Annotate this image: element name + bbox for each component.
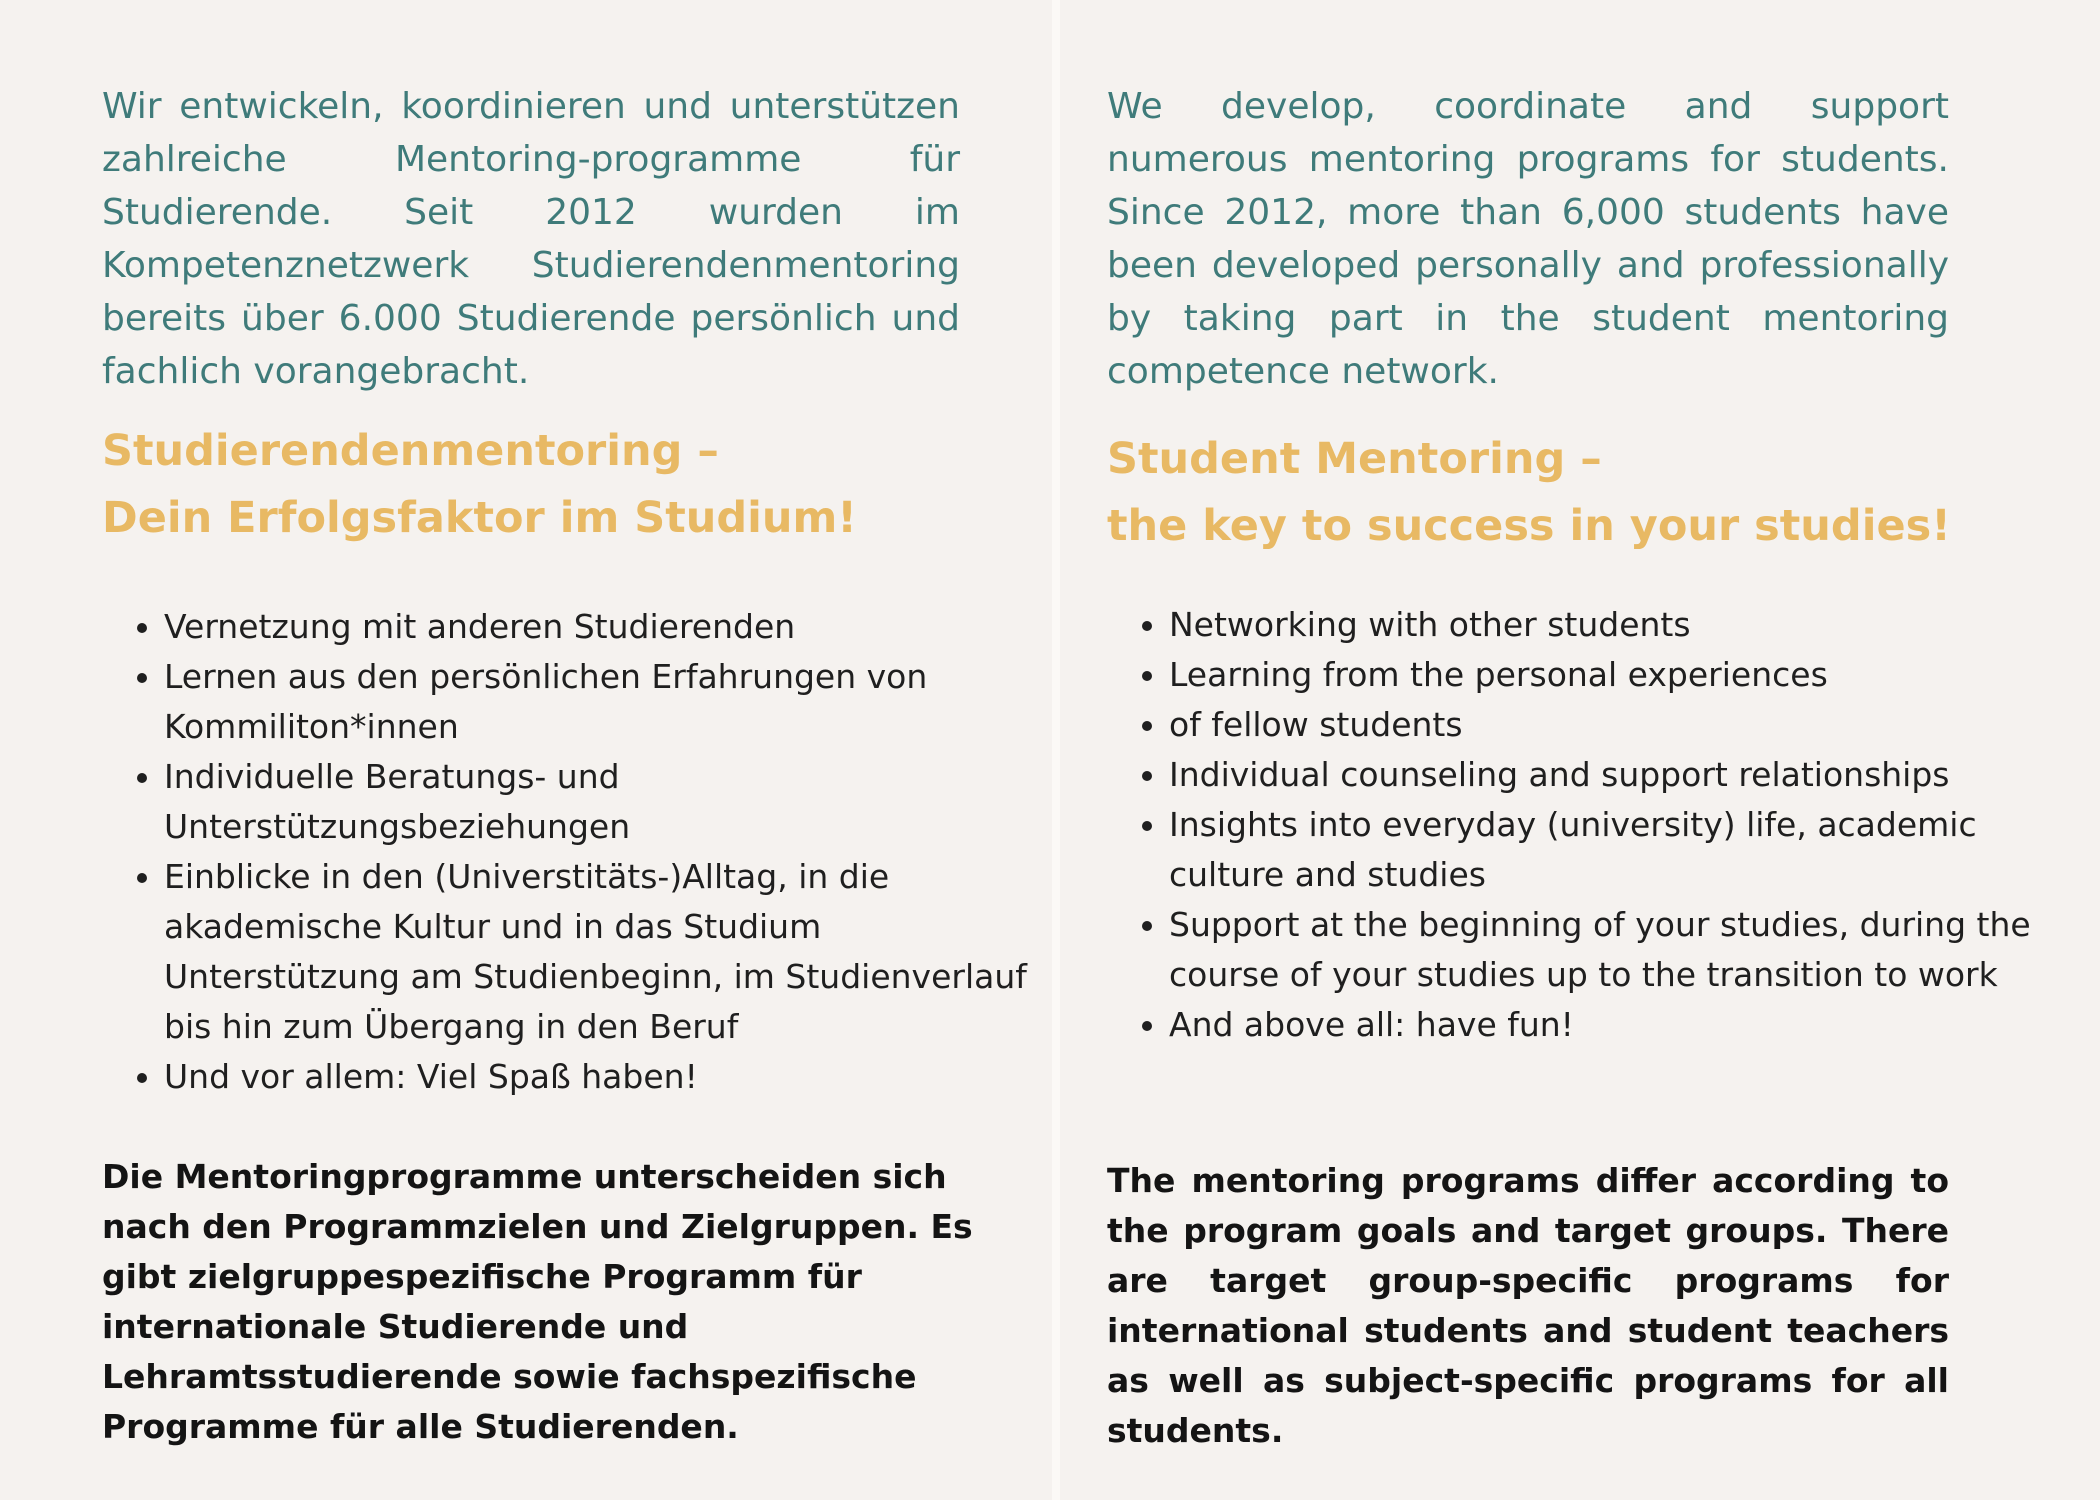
german-heading — [102, 418, 1002, 552]
german-intro-paragraph: Wir entwickeln, koordinieren und unterstützen zahlreiche Mentoring-programme für Studierende. Seit 2012 wurden im Kompetenznetzwerk Studierendenmentoring bereits über 6.000 Studierende persönlich und fachlich vorangebracht. — [102, 86, 960, 392]
list-item: • Vernetzung mit anderen Studierenden — [164, 602, 1044, 652]
page-divider — [1052, 0, 1060, 1500]
english-intro-paragraph: We develop, coordinate and support numerous mentoring programs for students. Since 2012, more than 6,000 students have been developed personally and professionally by taking part in the student mentoring competence network. — [1107, 86, 1949, 392]
german-heading-line-2: Dein Erfolgsfaktor im Studium! — [102, 493, 857, 543]
list-item: Unterstützung am Studienbeginn, im Studienverlauf bis hin zum Übergang in den Beruf — [164, 957, 1027, 1046]
list-item: • And above all: have fun! — [1169, 1000, 2049, 1050]
list-item: • Networking with other students — [1169, 600, 2049, 650]
german-benefits-list — [102, 602, 1044, 1102]
german-heading-line-1: Studierendenmentoring – — [102, 426, 719, 476]
english-benefits-list — [1107, 600, 2049, 1050]
english-heading-line-2: the key to success in your studies! — [1107, 501, 1951, 551]
english-heading — [1107, 426, 2007, 560]
list-item: • of fellow students — [1169, 700, 2049, 750]
list-item: • Und vor allem: Viel Spaß haben! — [164, 1052, 1044, 1102]
english-closing-paragraph: The mentoring programs differ according to the program goals and target groups. There are target group-specific programs for international students and student teachers as well as subject-specific programs for all students. — [1107, 1161, 1949, 1450]
english-heading-line-1: Student Mentoring – — [1107, 434, 1602, 484]
list-item: • Learning from the personal experiences — [1169, 650, 2049, 700]
list-item: • Support at the beginning of your studies, during the course of your studies up to the transition to work — [1169, 900, 2049, 1000]
list-item: • Individuelle Beratungs- und Unterstützungsbeziehungen — [164, 752, 1044, 852]
list-item: • Lernen aus den persönlichen Erfahrungen von Kommiliton*innen — [164, 652, 1044, 752]
list-item: • Insights into everyday (university) life, academic culture and studies — [1169, 800, 2049, 900]
list-item: • Individual counseling and support relationships — [1169, 750, 2049, 800]
german-closing-paragraph: Die Mentoringprogramme unterscheiden sich nach den Programmzielen und Zielgruppen. Es gibt zielgruppespezifische Programm für internationale Studierende und Lehramtsstudierende sowie fachspezifische Programme für alle Studierenden. — [102, 1157, 973, 1446]
list-item: • Einblicke in den (Universtitäts-)Alltag, in die akademische Kultur und in das Studium — [164, 852, 1044, 952]
